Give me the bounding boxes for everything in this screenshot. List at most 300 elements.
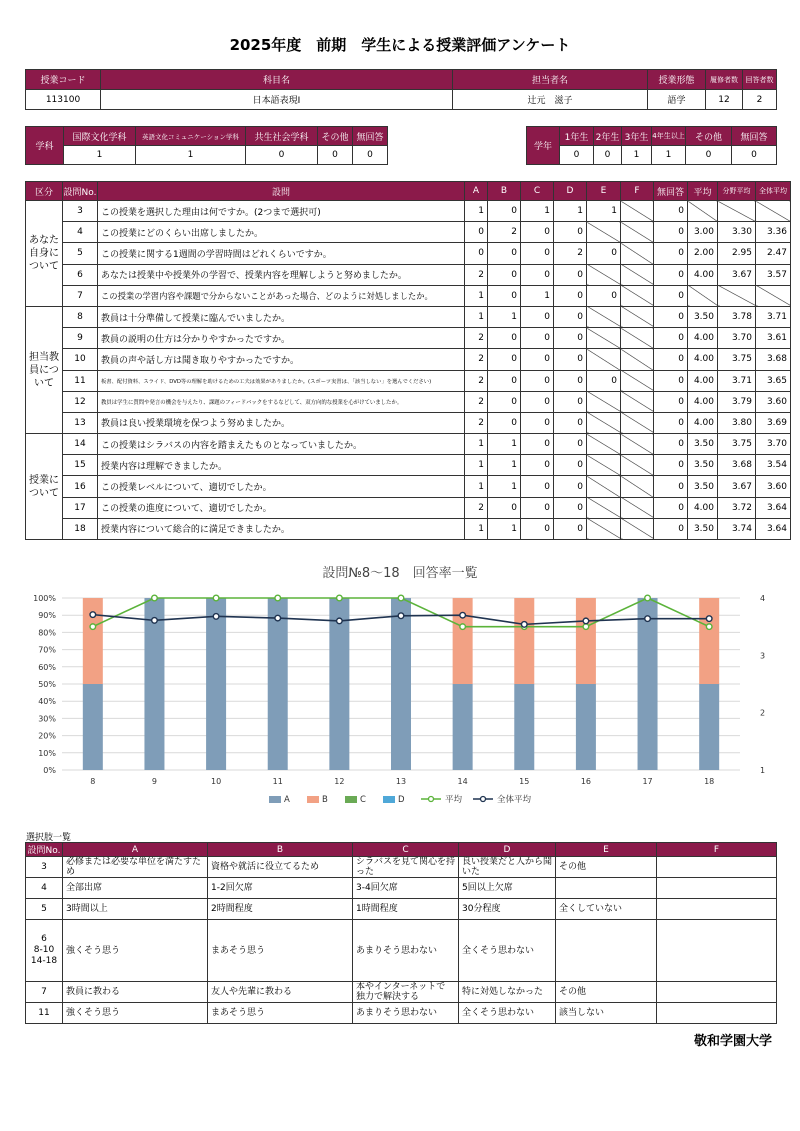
- option-cell: 教員に教わる: [63, 982, 208, 1003]
- point-全体平均: [90, 612, 96, 618]
- main-header: 設問: [98, 182, 465, 201]
- point-全体平均: [275, 615, 281, 621]
- question-row: [26, 518, 791, 539]
- answer-f: [621, 243, 654, 264]
- answer-na: 0: [654, 497, 688, 518]
- year-value: 0: [732, 146, 777, 165]
- answer-field: 3.75: [718, 434, 756, 455]
- answer-d: 0: [554, 476, 587, 497]
- category-cell: [26, 306, 63, 433]
- question-text: この授業を選択した理由は何ですか。(2つまで選択可): [98, 201, 465, 222]
- options-number-line: 11: [38, 1007, 50, 1018]
- question-number: 14: [63, 434, 98, 455]
- option-cell: [657, 920, 777, 982]
- point-全体平均: [521, 622, 527, 628]
- evaluation-table: [25, 181, 791, 540]
- answer-a: 1: [465, 476, 488, 497]
- answer-d: 0: [554, 434, 587, 455]
- answer-b: 0: [488, 349, 521, 370]
- question-text: この授業の進度について、適切でしたか。: [98, 497, 465, 518]
- answer-b: 0: [488, 370, 521, 391]
- answer-b: 0: [488, 285, 521, 306]
- x-tick-label: 12: [334, 777, 345, 786]
- options-row: [26, 899, 777, 920]
- answer-all: 3.71: [756, 306, 791, 327]
- options-row: [26, 878, 777, 899]
- question-number: 3: [63, 201, 98, 222]
- info-header: 授業コード: [26, 70, 101, 90]
- option-cell: 1-2回欠席: [208, 878, 353, 899]
- answer-f: [621, 264, 654, 285]
- answer-f: [621, 349, 654, 370]
- question-number: 9: [63, 328, 98, 349]
- options-number-line: 7: [41, 986, 47, 997]
- info-header: 回答者数: [743, 70, 777, 90]
- answer-a: 2: [465, 391, 488, 412]
- answer-e: 0: [587, 285, 621, 306]
- year-header: 3年生: [622, 127, 652, 146]
- question-text: この授業はシラバスの内容を踏まえたものとなっていましたか。: [98, 434, 465, 455]
- info-value: 辻元 滋子: [453, 90, 648, 110]
- answer-f: [621, 497, 654, 518]
- y-tick-label: 20%: [38, 731, 56, 741]
- option-cell: [657, 1003, 777, 1024]
- category-line: ついて: [29, 260, 59, 272]
- answer-all: [756, 285, 791, 306]
- answer-c: 0: [521, 518, 554, 539]
- faculty-value: 1: [136, 146, 246, 165]
- options-header: C: [353, 843, 459, 857]
- answer-e: [587, 306, 621, 327]
- category-cell: [26, 434, 63, 540]
- question-number: 15: [63, 455, 98, 476]
- year-table: [526, 126, 777, 165]
- option-cell: その他: [556, 982, 657, 1003]
- question-number: 11: [63, 370, 98, 391]
- answer-field: 3.75: [718, 349, 756, 370]
- point-全体平均: [706, 616, 712, 622]
- bar-A: [391, 598, 411, 770]
- x-tick-label: 11: [272, 777, 283, 786]
- info-header: 履修者数: [706, 70, 743, 90]
- main-header: 平均: [688, 182, 718, 201]
- y-tick-label: 100%: [33, 594, 56, 603]
- answer-b: 2: [488, 222, 521, 243]
- question-number: 13: [63, 412, 98, 433]
- answer-d: 1: [554, 201, 587, 222]
- answer-a: 2: [465, 264, 488, 285]
- answer-b: 0: [488, 243, 521, 264]
- answer-avg: [688, 201, 718, 222]
- option-cell: [657, 857, 777, 878]
- legend-label: C: [360, 795, 366, 805]
- options-header: A: [63, 843, 208, 857]
- answer-field: 2.95: [718, 243, 756, 264]
- answer-f: [621, 518, 654, 539]
- question-text: 教員は十分準備して授業に臨んでいましたか。: [98, 306, 465, 327]
- answer-a: 2: [465, 412, 488, 433]
- y-tick-label: 0%: [43, 766, 56, 775]
- question-text: 授業内容について総合的に満足できましたか。: [98, 518, 465, 539]
- answer-e: [587, 518, 621, 539]
- category-line: あなた: [29, 234, 59, 246]
- answer-c: 0: [521, 264, 554, 285]
- question-text: あなたは授業中や授業外の学習で、授業内容を理解しようと努めましたか。: [98, 264, 465, 285]
- question-row: [26, 264, 791, 285]
- question-row: [26, 455, 791, 476]
- point-全体平均: [645, 616, 651, 622]
- options-number-line: 3: [41, 861, 47, 872]
- answer-e: [587, 455, 621, 476]
- main-header: B: [488, 182, 521, 201]
- page-title: 2025年度 前期 学生による授業評価アンケート: [229, 36, 571, 54]
- year-value: 0: [594, 146, 622, 165]
- x-tick-label: 8: [90, 777, 96, 786]
- answer-all: 3.60: [756, 391, 791, 412]
- bar-A: [514, 684, 534, 770]
- info-value: 113100: [26, 90, 101, 110]
- legend-swatch: [345, 796, 357, 803]
- main-header: 分野平均: [718, 182, 756, 201]
- answer-avg: 4.00: [688, 370, 718, 391]
- y2-tick-label: 4: [760, 594, 766, 603]
- options-question-number: [26, 899, 63, 920]
- legend-swatch: [383, 796, 395, 803]
- answer-c: 0: [521, 391, 554, 412]
- question-row: [26, 370, 791, 391]
- answer-c: 0: [521, 497, 554, 518]
- y-tick-label: 80%: [38, 628, 56, 638]
- answer-f: [621, 285, 654, 306]
- y-tick-label: 10%: [38, 748, 56, 758]
- question-text: 教員は学生に質問や発言の機会を与えたり、課題のフィードバックをするなどして、双方向的な授業を心がけていましたか。: [98, 391, 465, 412]
- answer-all: 3.36: [756, 222, 791, 243]
- option-cell: まあそう思う: [208, 920, 353, 982]
- question-number: 16: [63, 476, 98, 497]
- option-cell: 該当しない: [556, 1003, 657, 1024]
- answer-na: 0: [654, 222, 688, 243]
- answer-c: 1: [521, 201, 554, 222]
- answer-b: 1: [488, 455, 521, 476]
- options-header: 設問No.: [26, 843, 63, 857]
- bar-B: [514, 598, 534, 684]
- point-全体平均: [152, 618, 158, 624]
- legend-label: B: [322, 795, 328, 805]
- question-number: 18: [63, 518, 98, 539]
- option-cell: 2時間程度: [208, 899, 353, 920]
- answer-c: 0: [521, 306, 554, 327]
- answer-a: 2: [465, 370, 488, 391]
- answer-field: [718, 285, 756, 306]
- option-cell: 5回以上欠席: [459, 878, 556, 899]
- faculty-label: 学科: [26, 127, 64, 165]
- point-平均: [152, 595, 158, 601]
- option-cell: シラバスを見て関心を持った: [353, 857, 459, 878]
- bar-A: [83, 684, 103, 770]
- point-平均: [90, 624, 96, 630]
- x-tick-label: 14: [457, 777, 468, 786]
- answer-a: 2: [465, 349, 488, 370]
- question-row: [26, 201, 791, 222]
- answer-b: 1: [488, 306, 521, 327]
- answer-field: 3.30: [718, 222, 756, 243]
- option-cell: 資格や就活に役立てるため: [208, 857, 353, 878]
- answer-e: [587, 349, 621, 370]
- answer-a: 2: [465, 497, 488, 518]
- options-header: F: [657, 843, 777, 857]
- main-header: 設問No.: [63, 182, 98, 201]
- y-tick-label: 60%: [38, 662, 56, 672]
- x-tick-label: 17: [642, 777, 653, 786]
- answer-c: 0: [521, 222, 554, 243]
- answer-b: 0: [488, 497, 521, 518]
- answer-a: 1: [465, 434, 488, 455]
- y2-tick-label: 3: [760, 651, 766, 661]
- answer-na: 0: [654, 391, 688, 412]
- y-tick-label: 90%: [38, 611, 56, 621]
- answer-a: 1: [465, 518, 488, 539]
- main-header: 区分: [26, 182, 63, 201]
- category-line: 員につ: [29, 364, 59, 376]
- point-全体平均: [583, 618, 589, 624]
- legend-label: A: [284, 795, 290, 805]
- question-number: 17: [63, 497, 98, 518]
- answer-b: 1: [488, 434, 521, 455]
- answer-c: 1: [521, 285, 554, 306]
- answer-e: [587, 412, 621, 433]
- option-cell: 全くしていない: [556, 899, 657, 920]
- question-row: [26, 306, 791, 327]
- y-tick-label: 70%: [38, 645, 56, 655]
- legend-item: [269, 795, 290, 805]
- point-平均: [213, 595, 219, 601]
- answer-c: 0: [521, 455, 554, 476]
- year-value: 0: [560, 146, 594, 165]
- question-number: 7: [63, 285, 98, 306]
- faculty-table: [25, 126, 388, 165]
- bar-B: [576, 598, 596, 684]
- option-cell: [556, 878, 657, 899]
- answer-e: [587, 476, 621, 497]
- answer-d: 0: [554, 306, 587, 327]
- answer-c: 0: [521, 476, 554, 497]
- legend-label: 全体平均: [497, 795, 532, 805]
- legend-swatch: [269, 796, 281, 803]
- answer-b: 1: [488, 518, 521, 539]
- answer-na: 0: [654, 434, 688, 455]
- answer-na: 0: [654, 455, 688, 476]
- year-value: 0: [686, 146, 732, 165]
- answer-d: 0: [554, 285, 587, 306]
- main-header: 全体平均: [756, 182, 791, 201]
- answer-na: 0: [654, 243, 688, 264]
- answer-all: 3.61: [756, 328, 791, 349]
- point-全体平均: [460, 612, 466, 618]
- year-header: 1年生: [560, 127, 594, 146]
- answer-all: 3.54: [756, 455, 791, 476]
- answer-field: 3.78: [718, 306, 756, 327]
- answer-f: [621, 370, 654, 391]
- answer-all: 3.64: [756, 518, 791, 539]
- answer-avg: 4.00: [688, 391, 718, 412]
- answer-avg: 4.00: [688, 328, 718, 349]
- answer-d: 0: [554, 518, 587, 539]
- answer-d: 0: [554, 391, 587, 412]
- answer-f: [621, 391, 654, 412]
- answer-all: 3.70: [756, 434, 791, 455]
- info-value: 語学: [648, 90, 706, 110]
- options-header: B: [208, 843, 353, 857]
- x-tick-label: 15: [519, 777, 530, 786]
- response-rate-chart: [22, 560, 778, 822]
- answer-c: 0: [521, 243, 554, 264]
- point-平均: [645, 595, 651, 601]
- answer-avg: 3.50: [688, 455, 718, 476]
- answer-avg: 4.00: [688, 497, 718, 518]
- legend-label: 平均: [445, 795, 463, 805]
- answer-avg: 4.00: [688, 349, 718, 370]
- answer-all: [756, 201, 791, 222]
- question-text: 教員の声や話し方は聞き取りやすかったですか。: [98, 349, 465, 370]
- info-value: 日本語表現Ⅰ: [101, 90, 453, 110]
- answer-d: 0: [554, 455, 587, 476]
- answer-field: 3.79: [718, 391, 756, 412]
- answer-a: 1: [465, 201, 488, 222]
- x-tick-label: 16: [580, 777, 592, 786]
- answer-e: [587, 391, 621, 412]
- legend-marker: [481, 797, 486, 802]
- question-text: 板書、配付資料、スライド、DVD等の理解を助けるための工夫は効果がありましたか。(スポーツ実習は、「該当しない」を選んでください): [98, 370, 465, 391]
- question-row: [26, 391, 791, 412]
- question-text: 授業内容は理解できましたか。: [98, 455, 465, 476]
- answer-field: 3.67: [718, 476, 756, 497]
- answer-a: 0: [465, 243, 488, 264]
- answer-e: [587, 497, 621, 518]
- question-row: [26, 412, 791, 433]
- answer-avg: 2.00: [688, 243, 718, 264]
- question-text: この授業レベルについて、適切でしたか。: [98, 476, 465, 497]
- options-question-number: [26, 982, 63, 1003]
- point-平均: [460, 624, 466, 630]
- answer-field: 3.74: [718, 518, 756, 539]
- y-tick-label: 30%: [38, 714, 56, 724]
- question-text: この授業の学習内容や課題で分からないことがあった場合、どのように対処しましたか。: [98, 285, 465, 306]
- answer-a: 1: [465, 455, 488, 476]
- answer-all: 3.65: [756, 370, 791, 391]
- question-number: 5: [63, 243, 98, 264]
- bar-A: [638, 598, 658, 770]
- legend-label: D: [398, 795, 405, 805]
- answer-all: 3.69: [756, 412, 791, 433]
- answer-avg: 4.00: [688, 412, 718, 433]
- faculty-header: 共生社会学科: [246, 127, 318, 146]
- main-header: D: [554, 182, 587, 201]
- answer-d: 0: [554, 370, 587, 391]
- x-tick-label: 18: [704, 777, 715, 786]
- main-header: F: [621, 182, 654, 201]
- question-number: 6: [63, 264, 98, 285]
- answer-avg: [688, 285, 718, 306]
- answer-all: 2.47: [756, 243, 791, 264]
- y2-tick-label: 2: [760, 708, 766, 718]
- answer-avg: 3.50: [688, 306, 718, 327]
- point-全体平均: [398, 613, 404, 619]
- question-row: [26, 349, 791, 370]
- year-value: 1: [622, 146, 652, 165]
- answer-d: 0: [554, 264, 587, 285]
- point-平均: [583, 624, 589, 630]
- university-name: 敬和学園大学: [693, 1034, 772, 1049]
- answer-avg: 3.50: [688, 434, 718, 455]
- answer-f: [621, 434, 654, 455]
- faculty-value: 0: [246, 146, 318, 165]
- year-header: その他: [686, 127, 732, 146]
- y-tick-label: 40%: [38, 697, 56, 707]
- answer-b: 0: [488, 264, 521, 285]
- category-cell: [26, 201, 63, 307]
- option-cell: 3時間以上: [63, 899, 208, 920]
- year-value: 1: [652, 146, 686, 165]
- option-cell: 1時間程度: [353, 899, 459, 920]
- category-line: ついて: [29, 487, 59, 499]
- option-cell: 強くそう思う: [63, 920, 208, 982]
- answer-e: 0: [587, 370, 621, 391]
- faculty-header: 英語文化コミュニケーション学科: [136, 127, 246, 146]
- option-cell: 全くそう思わない: [459, 920, 556, 982]
- answer-e: 1: [587, 201, 621, 222]
- option-cell: 30分程度: [459, 899, 556, 920]
- answer-e: [587, 434, 621, 455]
- answer-e: 0: [587, 243, 621, 264]
- answer-d: 0: [554, 412, 587, 433]
- options-question-number: [26, 920, 63, 982]
- answer-a: 1: [465, 306, 488, 327]
- option-cell: まあそう思う: [208, 1003, 353, 1024]
- answer-e: [587, 264, 621, 285]
- main-header: A: [465, 182, 488, 201]
- bar-B: [83, 598, 103, 684]
- answer-field: 3.72: [718, 497, 756, 518]
- answer-d: 0: [554, 328, 587, 349]
- point-平均: [706, 624, 712, 630]
- y2-tick-label: 1: [760, 766, 766, 775]
- year-header: 2年生: [594, 127, 622, 146]
- option-cell: [657, 982, 777, 1003]
- faculty-header: 国際文化学科: [64, 127, 136, 146]
- answer-all: 3.64: [756, 497, 791, 518]
- answer-f: [621, 201, 654, 222]
- options-number-line: 14-18: [30, 956, 58, 966]
- answer-na: 0: [654, 285, 688, 306]
- answer-field: 3.67: [718, 264, 756, 285]
- answer-avg: 3.50: [688, 518, 718, 539]
- bar-A: [699, 684, 719, 770]
- answer-d: 0: [554, 349, 587, 370]
- point-全体平均: [337, 618, 343, 624]
- option-cell: 本やインターネットで 独力で解決する: [353, 982, 459, 1003]
- answer-na: 0: [654, 201, 688, 222]
- faculty-header: その他: [318, 127, 353, 146]
- answer-na: 0: [654, 328, 688, 349]
- point-平均: [337, 595, 343, 601]
- y-tick-label: 50%: [38, 680, 56, 689]
- answer-avg: 4.00: [688, 264, 718, 285]
- question-text: この授業にどのくらい出席しましたか。: [98, 222, 465, 243]
- answer-c: 0: [521, 412, 554, 433]
- info-value: 2: [743, 90, 777, 110]
- answer-c: 0: [521, 434, 554, 455]
- legend-item: [345, 795, 366, 805]
